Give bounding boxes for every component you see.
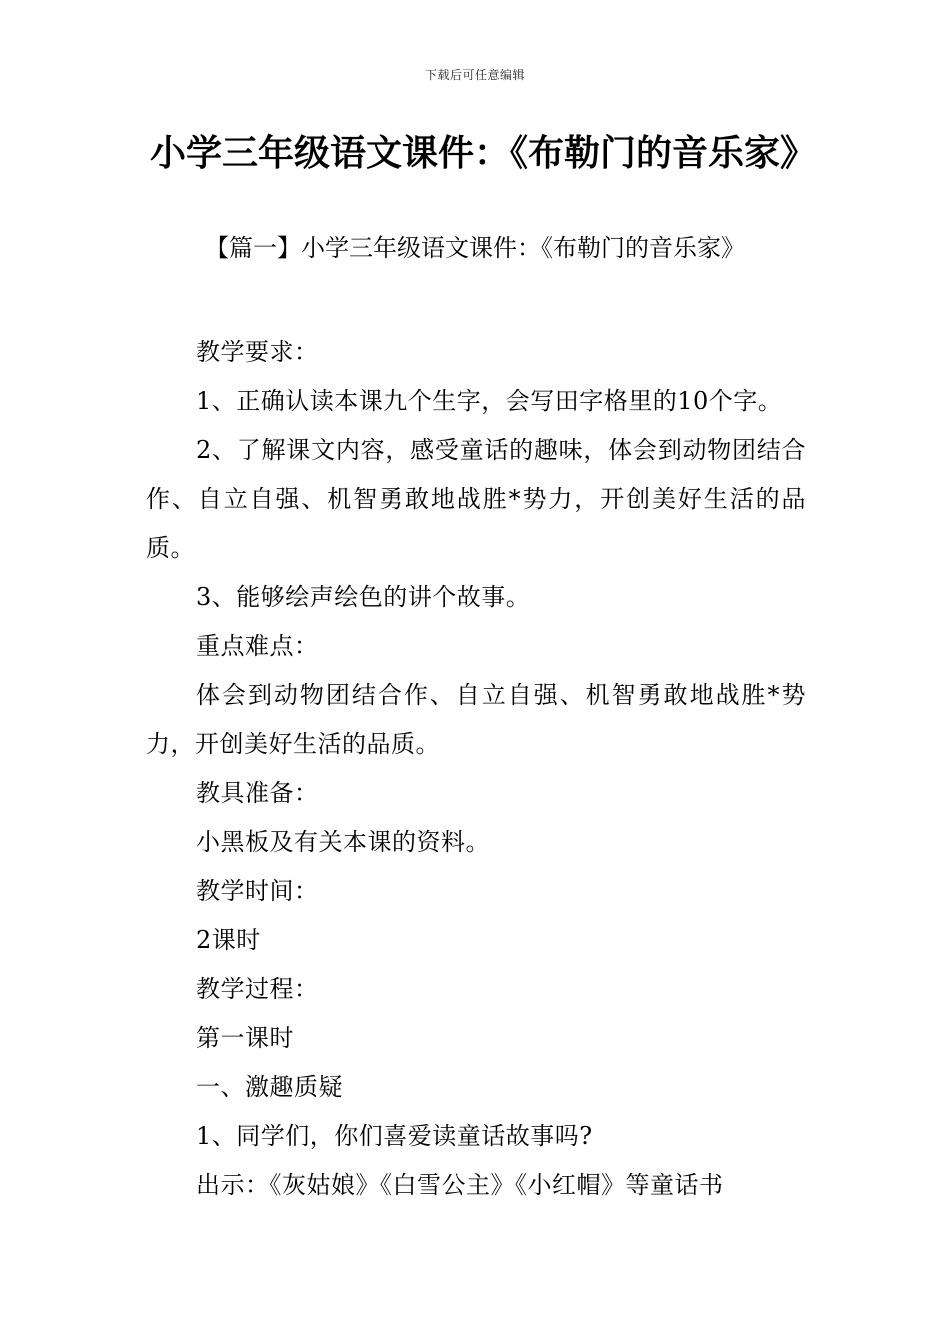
paragraph: 出示：《灰姑娘》《白雪公主》《小红帽》等童话书	[196, 1171, 724, 1199]
paragraph: 体会到动物团结合作、自立自强、机智勇敢地战胜*势力，开创美好生活的品质。	[146, 681, 806, 758]
paragraph: 教学要求：	[196, 338, 319, 366]
paragraph: 1、同学们，你们喜爱读童话故事吗?	[196, 1122, 593, 1150]
paragraph: 教学时间：	[196, 877, 319, 905]
paragraph: 重点难点：	[196, 632, 319, 660]
paragraph: 2、了解课文内容，感受童话的趣味，体会到动物团结合作、自立自强、机智勇敢地战胜*势力，开创美好生活的品质。	[146, 436, 806, 562]
paragraph: 教具准备：	[196, 779, 319, 807]
document-subtitle: 【篇一】小学三年级语文课件：《布勒门的音乐家》	[205, 234, 745, 262]
paragraph: 1、正确认读本课九个生字，会写田字格里的10个字。	[196, 387, 783, 415]
paragraph: 3、能够绘声绘色的讲个故事。	[196, 583, 531, 611]
paragraph: 教学过程：	[196, 975, 319, 1003]
paragraph: 小黑板及有关本课的资料。	[196, 828, 490, 856]
paragraph: 一、激趣质疑	[196, 1073, 343, 1101]
document-title: 小学三年级语文课件：《布勒门的音乐家》	[150, 132, 817, 174]
header-note: 下载后可任意编辑	[424, 68, 525, 82]
paragraph: 2课时	[196, 926, 261, 954]
document-body	[146, 328, 806, 1210]
paragraph: 第一课时	[196, 1024, 294, 1052]
